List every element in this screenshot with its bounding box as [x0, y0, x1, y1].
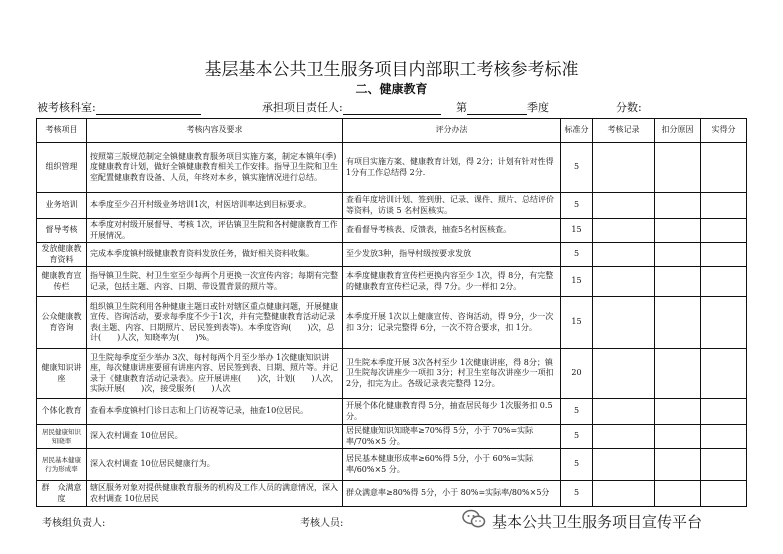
row-score: 5	[561, 425, 593, 449]
row-actual[interactable]	[701, 267, 747, 297]
row-method: 居民健康知识知晓率≥70%得 5分，小于 70%=实际率/70%×5 分。	[343, 425, 561, 449]
table-row	[37, 349, 747, 399]
table-row	[37, 399, 747, 425]
row-item: 发放健康教育资料	[37, 243, 87, 267]
row-item: 个体化教育	[37, 399, 87, 425]
row-score: 5	[561, 143, 593, 193]
team-lead-label: 考核组负责人:	[42, 518, 106, 529]
row-record[interactable]	[593, 449, 655, 481]
row-score: 20	[561, 349, 593, 399]
row-content: 卫生院每季度至少举办 3次、每村每两个月至少举办 1次健康知识讲座，每次健康讲座要留有讲座内容、居民签到表、日期、照片等。并记录于《健康教育活动记录表》。应开展讲座( )次，计划( )人次，实际开展( )次，接受服务( )人次	[87, 349, 343, 399]
row-score: 5	[561, 449, 593, 481]
table-row	[37, 449, 747, 481]
row-item: 群 众满意度	[37, 481, 87, 507]
row-score: 15	[561, 267, 593, 297]
table-row	[37, 143, 747, 193]
row-score: 5	[561, 481, 593, 507]
row-content: 查看本季度镇村门诊日志和上门访视等记录，抽查10位居民。	[87, 399, 343, 425]
row-deduction[interactable]	[655, 399, 701, 425]
row-deduction[interactable]	[655, 267, 701, 297]
row-actual[interactable]	[701, 425, 747, 449]
row-method: 本季度健康教育宣传栏更换内容至少 1次，得 8分，有完整的健康教育宣传栏记录，得 7分。少一样扣 2分。	[343, 267, 561, 297]
row-deduction[interactable]	[655, 219, 701, 243]
header-row	[37, 119, 747, 143]
header-score: 标准分	[561, 119, 593, 143]
row-method: 卫生院本季度开展 3次各村至少 1次健康讲座，得 8分；镇卫生院每次讲座少一项扣 3分；村卫生室每次讲座少一项扣 2分，扣完为止。各级记录表完整得 12分。	[343, 349, 561, 399]
row-actual[interactable]	[701, 193, 747, 219]
row-content: 深入农村调查 10位居民健康行为。	[87, 449, 343, 481]
table-row	[37, 193, 747, 219]
row-content: 指导镇卫生院、村卫生室至少每两个月更换一次宣传内容；每期有完整记录，包括主题、内容、日期、带设置背景的照片等。	[87, 267, 343, 297]
row-actual[interactable]	[701, 219, 747, 243]
row-item: 健康知识讲 座	[37, 349, 87, 399]
responsible-blank	[343, 103, 441, 115]
watermark-text: 基本公共卫生服务项目宣传平台	[492, 512, 703, 531]
row-item: 业务培训	[37, 193, 87, 219]
row-deduction[interactable]	[655, 449, 701, 481]
row-record[interactable]	[593, 425, 655, 449]
responsible-label: 承担项目责任人:	[262, 101, 343, 114]
header-item: 考核项目	[37, 119, 87, 143]
score-field	[616, 99, 642, 115]
row-actual[interactable]	[701, 349, 747, 399]
row-record[interactable]	[593, 143, 655, 193]
table-row	[37, 219, 747, 243]
row-record[interactable]	[593, 399, 655, 425]
table-row	[37, 425, 747, 449]
row-content: 本季度对村级开展督导、考核 1次，评估镇卫生院和各村健康教育工作开展情况。	[87, 219, 343, 243]
header-method: 评分办法	[343, 119, 561, 143]
row-content: 本季度至少召开村级业务培训1次，村医培训率达到目标要求。	[87, 193, 343, 219]
row-record[interactable]	[593, 267, 655, 297]
table-row	[37, 481, 747, 507]
row-method: 群众满意率≥80%得 5分，小于 80%=实际率/80%×5分	[343, 481, 561, 507]
period-prefix: 第	[456, 101, 467, 114]
row-method: 至少发放3种，指导村级按要求发放	[343, 243, 561, 267]
row-score: 5	[561, 243, 593, 267]
assessment-table	[36, 118, 747, 507]
header-actual: 实得分	[701, 119, 747, 143]
row-item: 组织管理	[37, 143, 87, 193]
department-blank	[96, 103, 201, 115]
assessor-label: 考核人员:	[300, 518, 344, 529]
header-content: 考核内容及要求	[87, 119, 343, 143]
watermark	[462, 509, 702, 533]
row-method: 查看督导考核表、反馈表，抽查5名村医核查。	[343, 219, 561, 243]
row-deduction[interactable]	[655, 425, 701, 449]
row-item: 公众健康教育咨询	[37, 297, 87, 349]
row-score: 15	[561, 219, 593, 243]
row-deduction[interactable]	[655, 193, 701, 219]
row-method: 开展个体化健康教育得 5分，抽查居民每少 1次服务扣 0.5 分。	[343, 399, 561, 425]
row-deduction[interactable]	[655, 349, 701, 399]
row-actual[interactable]	[701, 243, 747, 267]
row-actual[interactable]	[701, 481, 747, 507]
row-content: 按照第三版规范制定全镇健康教育服务项目实施方案，制定本镇年(季)度健康教育计划，做好全镇健康教育相关工作安排。指导卫生院和卫生室配置健康教育设备、人员，年终对本乡，镇实施情况进行总结。	[87, 143, 343, 193]
table-row	[37, 243, 747, 267]
row-record[interactable]	[593, 193, 655, 219]
row-method: 本季度开展 1次以上健康宣传、咨询活动，得 9分，少一次扣 3分；记录完整得 6分，一次不符合要求，扣 1分。	[343, 297, 561, 349]
period-blank	[467, 103, 527, 115]
row-item: 健康教育宣传栏	[37, 267, 87, 297]
row-record[interactable]	[593, 481, 655, 507]
department-label: 被考核科室:	[37, 101, 96, 114]
row-content: 辖区服务对象对提供健康教育服务的机构及工作人员的满意情况，深入农村调查 10位居民	[87, 481, 343, 507]
row-record[interactable]	[593, 297, 655, 349]
header-deduction: 扣分原因	[655, 119, 701, 143]
row-method: 有项目实施方案、健康教育计划，得 2分；计划有针对性得 1分有工作总结得 2分.	[343, 143, 561, 193]
team-lead-field	[42, 514, 105, 529]
document-title: 基层基本公共卫生服务项目内部职工考核参考标准	[204, 60, 579, 80]
row-method: 居民基本健康形成率≥60%得 5分，小于 60%=实际率/60%×5 分。	[343, 449, 561, 481]
row-score: 5	[561, 193, 593, 219]
header-record: 考核记录	[593, 119, 655, 143]
score-label: 分数:	[616, 101, 642, 114]
row-actual[interactable]	[701, 297, 747, 349]
period-field	[456, 99, 549, 115]
row-deduction[interactable]	[655, 297, 701, 349]
row-actual[interactable]	[701, 449, 747, 481]
assessor-field	[300, 514, 343, 529]
section-subtitle: 二、健康教育	[355, 82, 428, 96]
row-deduction[interactable]	[655, 481, 701, 507]
responsible-field	[262, 99, 441, 115]
row-item: 居民健康知识知晓率	[37, 425, 87, 449]
row-deduction[interactable]	[655, 243, 701, 267]
row-content: 深入农村调查 10位居民。	[87, 425, 343, 449]
period-suffix: 季度	[527, 101, 549, 114]
row-record[interactable]	[593, 349, 655, 399]
row-score: 5	[561, 399, 593, 425]
row-deduction[interactable]	[655, 143, 701, 193]
row-item: 居民基本健康行为形成率	[37, 449, 87, 481]
table-row	[37, 297, 747, 349]
row-method: 查看年度培训计划、签到册、记录、课件、照片、总结评价等资料，访谈 5 名村医核实。	[343, 193, 561, 219]
department-field	[37, 99, 201, 115]
row-actual[interactable]	[701, 143, 747, 193]
row-item: 督导考核	[37, 219, 87, 243]
row-content: 完成本季度镇村级健康教育资料发放任务，做好相关资料收集。	[87, 243, 343, 267]
table-row	[37, 267, 747, 297]
row-actual[interactable]	[701, 399, 747, 425]
row-content: 组织镇卫生院利用各种健康主题日或针对辖区重点健康问题，开展健康宣传、咨询活动，要求每季度不少于1次，并有完整健康教育活动记录表(主题、内容、日期照片、居民签到表等)。本季度咨询( )次，总计( )人次，知晓率为( )%。	[87, 297, 343, 349]
wechat-icon	[462, 509, 492, 533]
row-record[interactable]	[593, 219, 655, 243]
row-record[interactable]	[593, 243, 655, 267]
row-score: 15	[561, 297, 593, 349]
